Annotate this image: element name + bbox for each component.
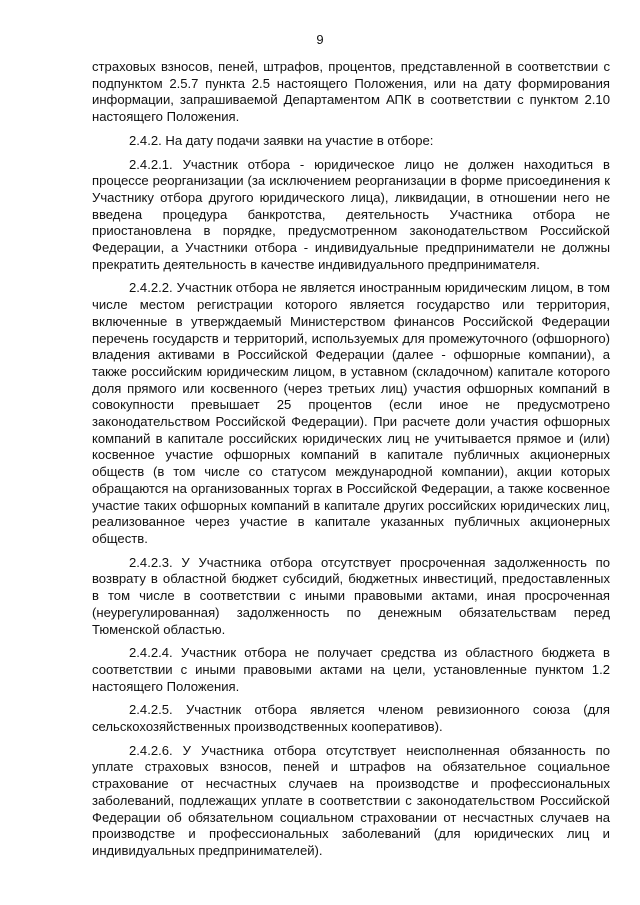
page-number: 9 [316,32,324,47]
paragraph-2-4-2-6: 2.4.2.6. У Участника отбора отсутствует неисполненная обязанность по уплате страховых взносов, пеней и штрафов на обязательное социальное страхование от несчастных случаев на производстве и профессиональных заболеваний, подлежащих уплате в соответствии с законодательством Российской Федерации об обязательном социальном страховании от несчастных случаев на производстве и профессиональных заболеваний (для юридических лиц и индивидуальных предпринимателей). [92,742,610,858]
paragraph-2-4-2-4: 2.4.2.4. Участник отбора не получает средства из областного бюджета в соответствии с иными правовыми актами на цели, установленные пунктом 1.2 настоящего Положения. [92,645,610,694]
paragraph-continuation: страховых взносов, пеней, штрафов, процентов, представленной в соответствии с подпунктом 2.5.7 пункта 2.5 настоящего Положения, или на дату формирования информации, запрашиваемой Департаментом АПК в соответствии с пунктом 2.10 настоящего Положения. [92,59,610,125]
paragraph-2-4-2: 2.4.2. На дату подачи заявки на участие в отборе: [129,132,434,148]
paragraph-2-4-2-1: 2.4.2.1. Участник отбора - юридическое лицо не должен находиться в процессе реорганизации (за исключением реорганизации в форме присоединения к Участнику отбора другого юридического лица), ликвидации, в отношении него не введена процедура банкротства, деятельность Участника отбора не приостановлена в порядке, предусмотренном законодательством Российской Федерации, а Участники отбора - индивидуальные предприниматели не должны прекратить деятельность в качестве индивидуального предпринимателя. [92,156,610,272]
paragraph-2-4-2-3: 2.4.2.3. У Участника отбора отсутствует просроченная задолженность по возврату в областной бюджет субсидий, бюджетных инвестиций, предоставленных в том числе в соответствии с иными правовыми актами, иная просроченная (неурегулированная) задолженность по денежным обязательствам перед Тюменской областью. [92,554,610,637]
paragraph-2-4-2-5: 2.4.2.5. Участник отбора является членом ревизионного союза (для сельскохозяйственных производственных кооперативов). [92,702,610,735]
paragraph-2-4-2-2: 2.4.2.2. Участник отбора не является иностранным юридическим лицом, в том числе местом регистрации которого является государство или территория, включенные в утверждаемый Министерством финансов Российской Федерации перечень государств и территорий, используемых для промежуточного (офшорного) владения активами в Российской Федерации (далее - офшорные компании), а также российским юридическим лицом, в уставном (складочном) капитале которого доля прямого или косвенного (через третьих лиц) участия офшорных компаний в совокупности превышает 25 процентов (если иное не предусмотрено законодательством Российской Федерации). При расчете доли участия офшорных компаний в капитале российских юридических лиц не учитывается прямое и (или) косвенное участие офшорных компаний в капитале публичных акционерных обществ (в том числе со статусом международной компании), акции которых обращаются на организованных торгах в Российской Федерации, а также косвенное участие таких офшорных компаний в капитале других российских юридических лиц, реализованное через участие в капитале указанных публичных акционерных обществ. [92,280,610,546]
